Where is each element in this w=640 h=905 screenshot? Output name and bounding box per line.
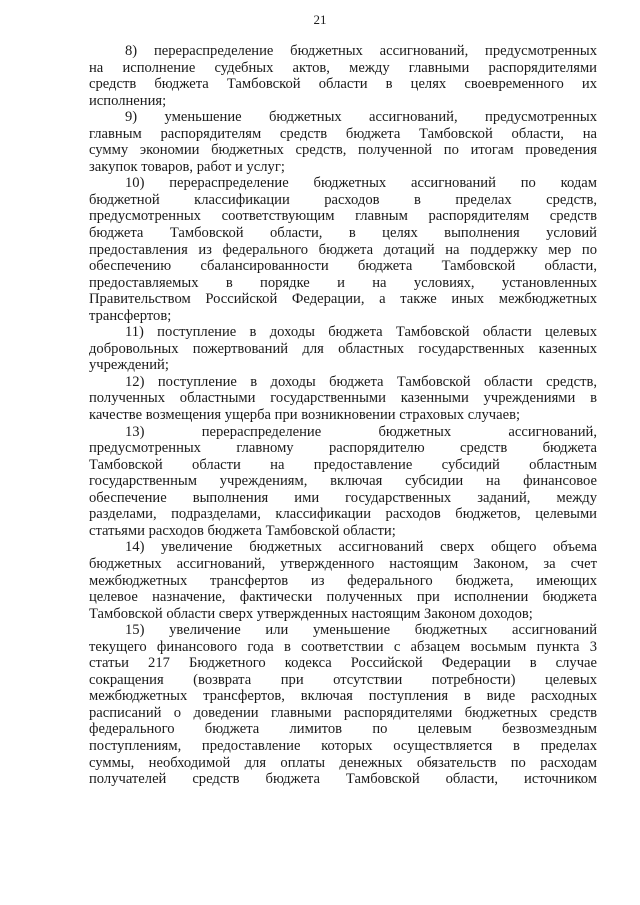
paragraph-line: предусмотренных соответствующим главным распорядителям средств (89, 208, 597, 225)
paragraph-line: получателей средств бюджета Тамбовской области, источником (89, 771, 597, 788)
paragraph-line: расписаний о доведении главными распорядителями бюджетных средств (89, 704, 597, 721)
paragraph-line: учреждений; (89, 357, 169, 374)
paragraph-line: качестве возмещения ущерба при возникновении страховых случаев; (89, 407, 521, 424)
paragraph-line: сумму экономии бюджетных средств, полученной по итогам проведения (89, 142, 597, 159)
paragraph-line: целевое назначение, фактически полученных при исполнении бюджета (89, 589, 597, 606)
paragraph-line: Тамбовской области сверх утвержденных настоящим Законом доходов; (89, 605, 533, 622)
paragraph-line: 13) перераспределение бюджетных ассигнований, (125, 423, 597, 440)
paragraph-line: суммы, необходимой для оплаты денежных обязательств по расходам (89, 754, 597, 771)
paragraph-line: на исполнение судебных актов, между главными распорядителями (89, 59, 597, 76)
paragraph-item-p8 (89, 43, 597, 109)
paragraph-line: статьями расходов бюджета Тамбовской области; (89, 522, 396, 539)
paragraph-item-p13 (89, 424, 597, 540)
paragraph-line: 15) увеличение или уменьшение бюджетных ассигнований (125, 622, 597, 639)
paragraph-line: 11) поступление в доходы бюджета Тамбовской области целевых (125, 324, 597, 341)
document-body (89, 43, 597, 788)
paragraph-line: федерального бюджета лимитов по целевым безвозмездным (89, 721, 597, 738)
paragraph-line: бюджетной классификации расходов в пределах средств, (89, 191, 597, 208)
paragraph-line: полученных областными государственными казенными учреждениями в (89, 390, 597, 407)
paragraph-line: Тамбовской области на предоставление субсидий областным (89, 456, 597, 473)
paragraph-line: поступлениям, предоставление которых осуществляется в пределах (89, 737, 597, 754)
paragraph-item-p15 (89, 622, 597, 787)
paragraph-item-p14 (89, 539, 597, 622)
paragraph-line: бюджета Тамбовской области, в целях выполнения условий (89, 225, 597, 242)
paragraph-line: закупок товаров, работ и услуг; (89, 158, 285, 175)
paragraph-line: трансфертов; (89, 307, 172, 324)
paragraph-line: средств бюджета Тамбовской области в целях своевременного их (89, 76, 597, 93)
paragraph-line: межбюджетных трансфертов, включая поступления в виде расходных (89, 688, 597, 705)
paragraph-line: текущего финансового года в соответствии с абзацем восьмым пункта 3 (89, 638, 597, 655)
paragraph-line: 8) перераспределение бюджетных ассигнований, предусмотренных (125, 43, 597, 59)
paragraph-line: обеспечение выполнения ими государственных заданий, между (89, 489, 597, 506)
paragraph-line: 14) увеличение бюджетных ассигнований сверх общего объема (125, 539, 597, 556)
paragraph-line: Правительством Российской Федерации, а также иных межбюджетных (89, 291, 597, 308)
paragraph-line: главным распорядителям средств бюджета Тамбовской области, на (89, 125, 597, 142)
paragraph-line: предоставления из федерального бюджета дотаций на поддержку мер по (89, 241, 597, 258)
paragraph-line: 12) поступление в доходы бюджета Тамбовской области средств, (125, 373, 597, 390)
paragraph-line: предоставляемых в порядке и на условиях, установленных (89, 274, 597, 291)
paragraph-item-p11 (89, 324, 597, 374)
paragraph-line: 9) уменьшение бюджетных ассигнований, предусмотренных (125, 109, 597, 126)
paragraph-line: разделами, подразделами, классификации расходов бюджетов, целевыми (89, 506, 597, 523)
paragraph-line: предусмотренных главному распорядителю средств бюджета (89, 440, 597, 457)
page-number: 21 (313, 12, 327, 27)
paragraph-item-p10 (89, 175, 597, 324)
paragraph-line: сокращения (возврата при отсутствии потребности) целевых (89, 671, 597, 688)
paragraph-line: межбюджетных трансфертов из федерального бюджета, имеющих (89, 572, 597, 589)
paragraph-line: 10) перераспределение бюджетных ассигнований по кодам (125, 175, 597, 192)
paragraph-item-p9 (89, 109, 597, 175)
paragraph-item-p12 (89, 374, 597, 424)
paragraph-line: добровольных пожертвований для областных государственных казенных (89, 340, 597, 357)
paragraph-line: статьи 217 Бюджетного кодекса Российской Федерации в случае (89, 655, 597, 672)
paragraph-line: исполнения; (89, 92, 167, 109)
paragraph-line: обеспечению сбалансированности бюджета Тамбовской области, (89, 258, 597, 275)
paragraph-line: государственным учреждениям, включая субсидии на финансовое (89, 473, 597, 490)
paragraph-line: бюджетных ассигнований, утвержденного настоящим Законом, за счет (89, 555, 597, 572)
